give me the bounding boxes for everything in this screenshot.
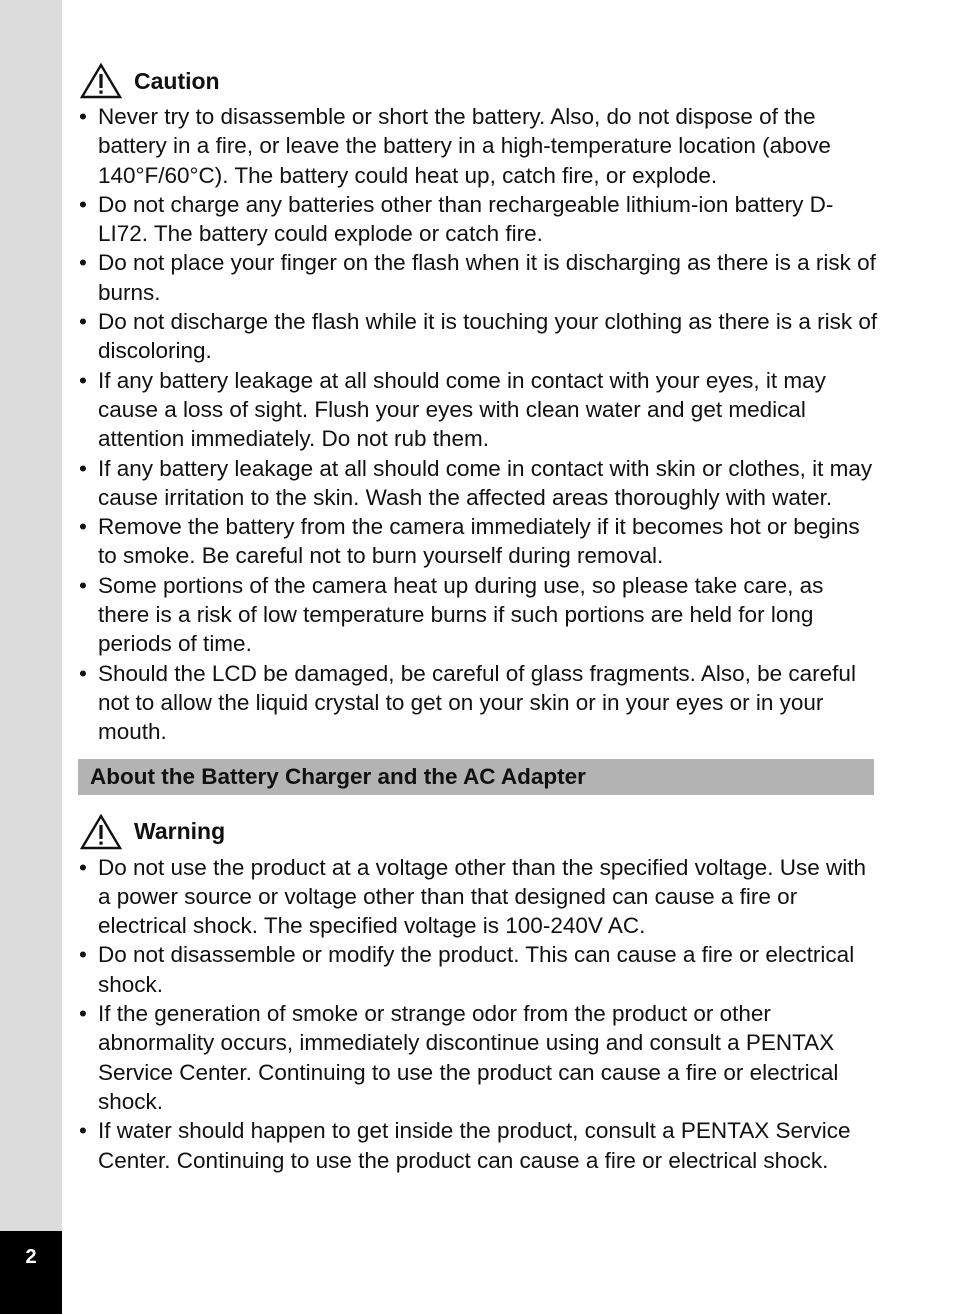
list-item-text: Never try to disassemble or short the battery. Also, do not dispose of the battery in a fire, or leave the battery in a high-temperature location (above 140°F/60°C). The battery could heat up, catch fire, or explode. (98, 104, 831, 188)
bullet: • (79, 455, 87, 481)
list-item (78, 659, 878, 747)
list-item (78, 512, 878, 571)
page-number: 2 (25, 1246, 37, 1268)
list-item (78, 307, 878, 366)
list-item (78, 248, 878, 307)
warning-heading (78, 813, 878, 851)
list-item (78, 366, 878, 454)
caution-heading (78, 62, 878, 100)
caution-title: Caution (134, 67, 220, 94)
list-item (78, 571, 878, 659)
list-item-text: Do not place your finger on the flash when it is discharging as there is a risk of burns. (98, 250, 876, 305)
page-number-box (0, 1231, 62, 1314)
bullet: • (79, 572, 87, 598)
list-item-text: If any battery leakage at all should come in contact with skin or clothes, it may cause irritation to the skin. Wash the affected areas thoroughly with water. (98, 455, 873, 510)
bullet: • (79, 250, 87, 276)
bullet: • (79, 367, 87, 393)
bullet: • (79, 514, 87, 540)
page-content (78, 62, 878, 1175)
list-item (78, 853, 878, 941)
side-margin-strip (0, 0, 62, 1314)
bullet: • (79, 104, 87, 129)
list-item-text: If the generation of smoke or strange odor from the product or other abnormality occurs, immediately discontinue using and consult a PENTAX Service Center. Continuing to use the product can cause a fire or electrical shock. (98, 1001, 839, 1114)
list-item-text: Do not disassemble or modify the product. This can cause a fire or electrical shock. (98, 942, 855, 997)
list-item-text: If water should happen to get inside the product, consult a PENTAX Service Center. Continuing to use the product can cause a fire or electrical shock. (98, 1118, 851, 1173)
list-item (78, 940, 878, 999)
list-item-text: Do not use the product at a voltage other than the specified voltage. Use with a power source or voltage other than that designed can cause a fire or electrical shock. The specified voltage is 100-240V AC. (98, 854, 866, 939)
warning-title: Warning (134, 818, 226, 845)
list-item-text: Do not discharge the flash while it is touching your clothing as there is a risk of discoloring. (98, 309, 878, 364)
list-item-text: Remove the battery from the camera immediately if it becomes hot or begins to smoke. Be careful not to burn yourself during removal. (98, 514, 860, 569)
list-item (78, 102, 878, 190)
bullet: • (79, 660, 87, 686)
warning-list (78, 853, 878, 1175)
list-item-text: Should the LCD be damaged, be careful of glass fragments. Also, be careful not to allow the liquid crystal to get on your skin or in your eyes or in your mouth. (98, 660, 856, 745)
bullet: • (79, 1001, 87, 1027)
list-item-text: Do not charge any batteries other than rechargeable lithium-ion battery D-LI72. The battery could explode or catch fire. (98, 191, 834, 247)
list-item (78, 1116, 878, 1175)
section-header-bar (78, 759, 874, 795)
bullet: • (79, 191, 87, 217)
bullet: • (79, 1118, 87, 1144)
list-item (78, 454, 878, 513)
bullet: • (79, 942, 87, 968)
list-item-text: Some portions of the camera heat up during use, so please take care, as there is a risk of low temperature burns if such portions are held for long periods of time. (98, 572, 824, 657)
section-title: About the Battery Charger and the AC Adapter (90, 763, 586, 789)
bullet: • (79, 854, 87, 880)
caution-list (78, 102, 878, 747)
list-item (78, 190, 878, 249)
warning-triangle-icon (80, 63, 122, 99)
list-item-text: If any battery leakage at all should come in contact with your eyes, it may cause a loss of sight. Flush your eyes with clean water and get medical attention immediately. Do not rub them. (98, 367, 826, 452)
bullet: • (79, 309, 87, 335)
warning-triangle-icon (80, 814, 122, 850)
list-item (78, 999, 878, 1116)
